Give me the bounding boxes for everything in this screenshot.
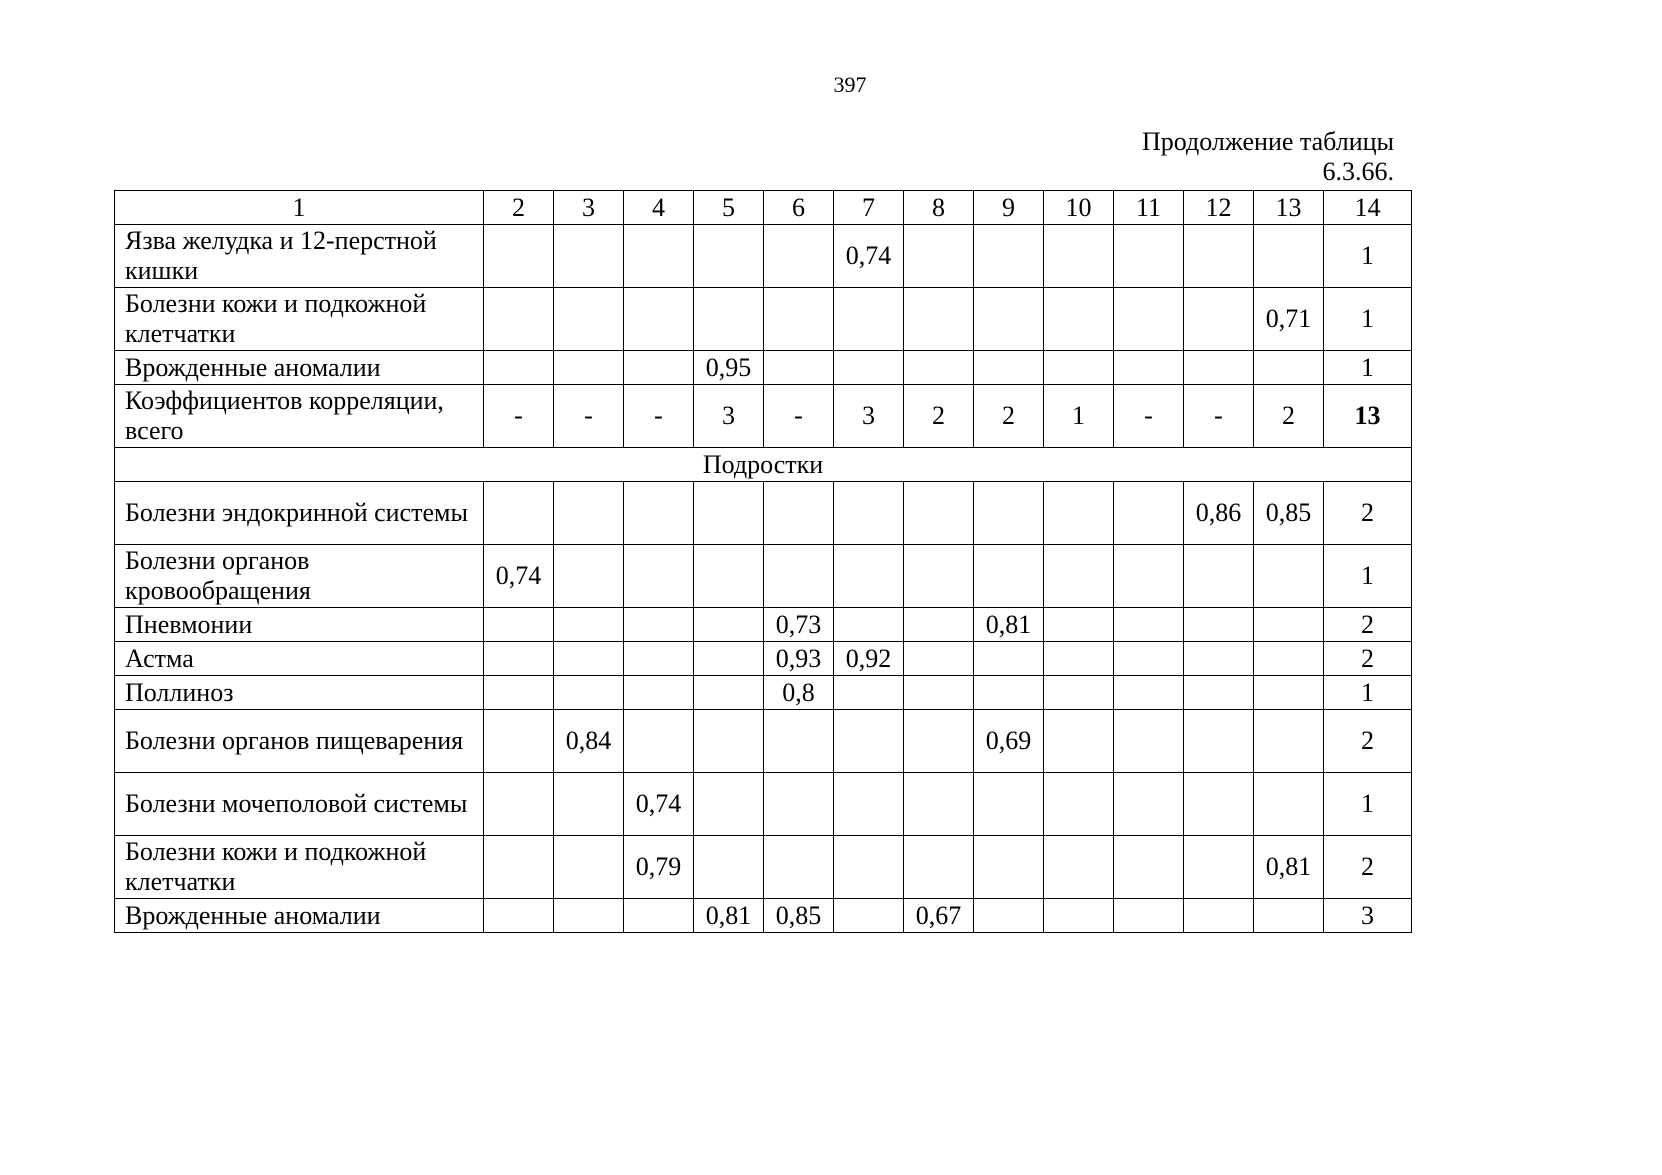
table-cell: 0,86 xyxy=(1184,482,1254,545)
row-label: Коэффициентов корреляции, всего xyxy=(115,385,484,448)
row-total-cell: 1 xyxy=(1324,288,1412,351)
table-cell xyxy=(1044,351,1114,385)
table-cell xyxy=(624,545,694,608)
table-cell xyxy=(694,836,764,899)
table-cell: 0,71 xyxy=(1254,288,1324,351)
table-cell xyxy=(624,482,694,545)
table-cell xyxy=(1044,545,1114,608)
table-cell xyxy=(624,225,694,288)
table-cell xyxy=(1184,710,1254,773)
table-cell xyxy=(554,676,624,710)
table-caption xyxy=(1050,127,1394,187)
table-cell xyxy=(834,676,904,710)
table-cell xyxy=(1114,608,1184,642)
table-cell xyxy=(484,710,554,773)
table-cell xyxy=(904,351,974,385)
table-cell xyxy=(484,608,554,642)
table-cell xyxy=(1114,545,1184,608)
table-cell: 2 xyxy=(974,385,1044,448)
table-cell xyxy=(904,545,974,608)
table-cell xyxy=(694,225,764,288)
table-cell xyxy=(1184,288,1254,351)
table-cell xyxy=(554,836,624,899)
table-cell xyxy=(554,351,624,385)
table-cell xyxy=(974,482,1044,545)
table-cell xyxy=(904,225,974,288)
table-cell xyxy=(1044,225,1114,288)
table-cell: 0,85 xyxy=(1254,482,1324,545)
table-row xyxy=(115,836,1412,899)
table-cell: 0,81 xyxy=(694,899,764,933)
table-cell xyxy=(1044,608,1114,642)
table-cell xyxy=(694,710,764,773)
table-cell xyxy=(764,545,834,608)
table-cell xyxy=(974,225,1044,288)
table-cell xyxy=(1114,225,1184,288)
table-cell xyxy=(834,899,904,933)
row-total-cell: 2 xyxy=(1324,482,1412,545)
column-header: 10 xyxy=(1044,191,1114,225)
row-label: Болезни кожи и подкожной клетчатки xyxy=(115,836,484,899)
table-cell xyxy=(1044,482,1114,545)
column-header: 11 xyxy=(1114,191,1184,225)
table-cell: 0,81 xyxy=(1254,836,1324,899)
table-row xyxy=(115,545,1412,608)
table-cell: 2 xyxy=(1254,385,1324,448)
table-row xyxy=(115,608,1412,642)
row-total-cell: 1 xyxy=(1324,773,1412,836)
table-cell xyxy=(764,288,834,351)
table-cell xyxy=(904,773,974,836)
row-total-cell: 2 xyxy=(1324,608,1412,642)
table-row xyxy=(115,676,1412,710)
table-cell xyxy=(974,642,1044,676)
table-cell: 0,73 xyxy=(764,608,834,642)
table-cell xyxy=(974,836,1044,899)
table-cell xyxy=(624,710,694,773)
table-cell: 0,69 xyxy=(974,710,1044,773)
table-cell xyxy=(1044,642,1114,676)
table-cell xyxy=(1114,676,1184,710)
table-cell xyxy=(834,288,904,351)
table-cell xyxy=(904,482,974,545)
table-cell xyxy=(834,608,904,642)
table-cell xyxy=(624,608,694,642)
table-cell xyxy=(484,288,554,351)
column-header: 13 xyxy=(1254,191,1324,225)
table-cell xyxy=(974,351,1044,385)
column-header: 5 xyxy=(694,191,764,225)
row-label: Болезни мочеполовой системы xyxy=(115,773,484,836)
caption-line-1: Продолжение таблицы xyxy=(1142,127,1394,156)
table-cell xyxy=(484,676,554,710)
table-cell xyxy=(1044,710,1114,773)
row-label: Пневмонии xyxy=(115,608,484,642)
table-cell xyxy=(1254,710,1324,773)
column-header: 7 xyxy=(834,191,904,225)
section-title: Подростки xyxy=(115,448,1412,482)
row-label: Болезни органов пищеварения xyxy=(115,710,484,773)
row-total-cell: 1 xyxy=(1324,676,1412,710)
column-header: 8 xyxy=(904,191,974,225)
table-cell xyxy=(554,773,624,836)
row-total-cell: 13 xyxy=(1324,385,1412,448)
table-cell xyxy=(764,773,834,836)
table-cell xyxy=(554,899,624,933)
row-label: Язва желудка и 12-перстной кишки xyxy=(115,225,484,288)
table-cell xyxy=(1254,608,1324,642)
table-cell xyxy=(1184,608,1254,642)
table-cell xyxy=(484,642,554,676)
table-cell xyxy=(624,676,694,710)
table-cell: 0,85 xyxy=(764,899,834,933)
row-total-cell: 1 xyxy=(1324,225,1412,288)
table-row xyxy=(115,899,1412,933)
column-header: 2 xyxy=(484,191,554,225)
column-header: 14 xyxy=(1324,191,1412,225)
table-cell xyxy=(1114,482,1184,545)
table-cell xyxy=(974,288,1044,351)
table-cell xyxy=(624,351,694,385)
table-cell xyxy=(1044,836,1114,899)
table-cell xyxy=(974,676,1044,710)
table-row xyxy=(115,288,1412,351)
table-cell xyxy=(694,288,764,351)
table-cell: 0,74 xyxy=(834,225,904,288)
table-row xyxy=(115,710,1412,773)
table-cell xyxy=(1114,642,1184,676)
table-cell xyxy=(1044,676,1114,710)
table-cell xyxy=(554,642,624,676)
row-total-cell: 1 xyxy=(1324,351,1412,385)
table-cell xyxy=(1254,899,1324,933)
table-cell xyxy=(1254,351,1324,385)
table-cell: - xyxy=(554,385,624,448)
table-row xyxy=(115,642,1412,676)
table-cell xyxy=(484,351,554,385)
table-cell: 0,8 xyxy=(764,676,834,710)
table-cell: 3 xyxy=(834,385,904,448)
table-cell xyxy=(554,225,624,288)
row-label: Болезни эндокринной системы xyxy=(115,482,484,545)
table-cell: - xyxy=(624,385,694,448)
table-cell xyxy=(1114,351,1184,385)
column-header: 12 xyxy=(1184,191,1254,225)
table-cell xyxy=(1254,676,1324,710)
table-cell xyxy=(1184,642,1254,676)
table-cell xyxy=(694,545,764,608)
column-header: 9 xyxy=(974,191,1044,225)
table-cell xyxy=(554,545,624,608)
row-label: Болезни органов кровообращения xyxy=(115,545,484,608)
table-cell: - xyxy=(484,385,554,448)
table-cell xyxy=(764,482,834,545)
table-cell xyxy=(484,225,554,288)
table-cell xyxy=(624,288,694,351)
table-cell xyxy=(484,482,554,545)
table-cell xyxy=(764,710,834,773)
table-cell: 0,93 xyxy=(764,642,834,676)
table-cell xyxy=(1114,288,1184,351)
table-cell xyxy=(1184,899,1254,933)
table-cell: 2 xyxy=(904,385,974,448)
table-cell xyxy=(1254,642,1324,676)
table-cell xyxy=(974,773,1044,836)
table-cell: 0,67 xyxy=(904,899,974,933)
table-cell xyxy=(1114,710,1184,773)
table-row xyxy=(115,385,1412,448)
table-cell xyxy=(1254,773,1324,836)
table-cell xyxy=(834,351,904,385)
table-cell xyxy=(1184,545,1254,608)
table-cell xyxy=(834,836,904,899)
table-cell xyxy=(694,676,764,710)
table-cell xyxy=(834,482,904,545)
table-cell: 1 xyxy=(1044,385,1114,448)
table-cell xyxy=(1044,773,1114,836)
table-cell xyxy=(974,899,1044,933)
table-cell xyxy=(694,482,764,545)
table-row xyxy=(115,773,1412,836)
table-cell xyxy=(554,608,624,642)
table-cell: 0,84 xyxy=(554,710,624,773)
table-cell xyxy=(1184,773,1254,836)
table-cell xyxy=(484,899,554,933)
row-label: Врожденные аномалии xyxy=(115,351,484,385)
row-total-cell: 2 xyxy=(1324,710,1412,773)
table-cell xyxy=(694,608,764,642)
row-label: Поллиноз xyxy=(115,676,484,710)
table-cell xyxy=(554,482,624,545)
table-cell: 0,95 xyxy=(694,351,764,385)
table-cell xyxy=(484,836,554,899)
table-cell: - xyxy=(1114,385,1184,448)
table-cell: - xyxy=(1184,385,1254,448)
table-cell xyxy=(694,642,764,676)
table-row xyxy=(115,482,1412,545)
table-cell xyxy=(694,773,764,836)
table-cell xyxy=(904,642,974,676)
table-cell xyxy=(484,773,554,836)
section-row xyxy=(115,448,1412,482)
table-cell xyxy=(1254,225,1324,288)
table-cell: 3 xyxy=(694,385,764,448)
caption-line-2: 6.3.66. xyxy=(1322,157,1394,186)
table-cell xyxy=(834,710,904,773)
row-label: Болезни кожи и подкожной клетчатки xyxy=(115,288,484,351)
table-cell xyxy=(834,773,904,836)
table-cell: 0,79 xyxy=(624,836,694,899)
table-cell xyxy=(834,545,904,608)
table-cell xyxy=(1044,899,1114,933)
table-cell xyxy=(764,351,834,385)
table-cell: 0,74 xyxy=(624,773,694,836)
row-total-cell: 1 xyxy=(1324,545,1412,608)
table-cell xyxy=(904,836,974,899)
page-number: 397 xyxy=(833,72,867,97)
table-cell xyxy=(1184,676,1254,710)
table-cell xyxy=(904,676,974,710)
table-cell xyxy=(764,225,834,288)
table-cell xyxy=(1114,773,1184,836)
column-header: 1 xyxy=(115,191,484,225)
row-label: Астма xyxy=(115,642,484,676)
table-cell: - xyxy=(764,385,834,448)
table-cell xyxy=(904,288,974,351)
table-cell xyxy=(904,608,974,642)
correlation-table xyxy=(114,190,1412,933)
table-cell: 0,92 xyxy=(834,642,904,676)
table-cell xyxy=(974,545,1044,608)
table-cell: 0,81 xyxy=(974,608,1044,642)
table-cell xyxy=(904,710,974,773)
row-total-cell: 2 xyxy=(1324,642,1412,676)
table-cell: 0,74 xyxy=(484,545,554,608)
table-cell xyxy=(1114,836,1184,899)
row-label: Врожденные аномалии xyxy=(115,899,484,933)
table-cell xyxy=(1184,836,1254,899)
column-header: 4 xyxy=(624,191,694,225)
header-row xyxy=(115,191,1412,225)
column-header: 6 xyxy=(764,191,834,225)
table-cell xyxy=(764,836,834,899)
table-cell xyxy=(1184,351,1254,385)
row-total-cell: 2 xyxy=(1324,836,1412,899)
column-header: 3 xyxy=(554,191,624,225)
table-cell xyxy=(1254,545,1324,608)
table-cell xyxy=(1114,899,1184,933)
table-cell xyxy=(1044,288,1114,351)
table-row xyxy=(115,225,1412,288)
table-cell xyxy=(624,899,694,933)
table-row xyxy=(115,351,1412,385)
table-cell xyxy=(1184,225,1254,288)
row-total-cell: 3 xyxy=(1324,899,1412,933)
table-cell xyxy=(554,288,624,351)
table-cell xyxy=(624,642,694,676)
